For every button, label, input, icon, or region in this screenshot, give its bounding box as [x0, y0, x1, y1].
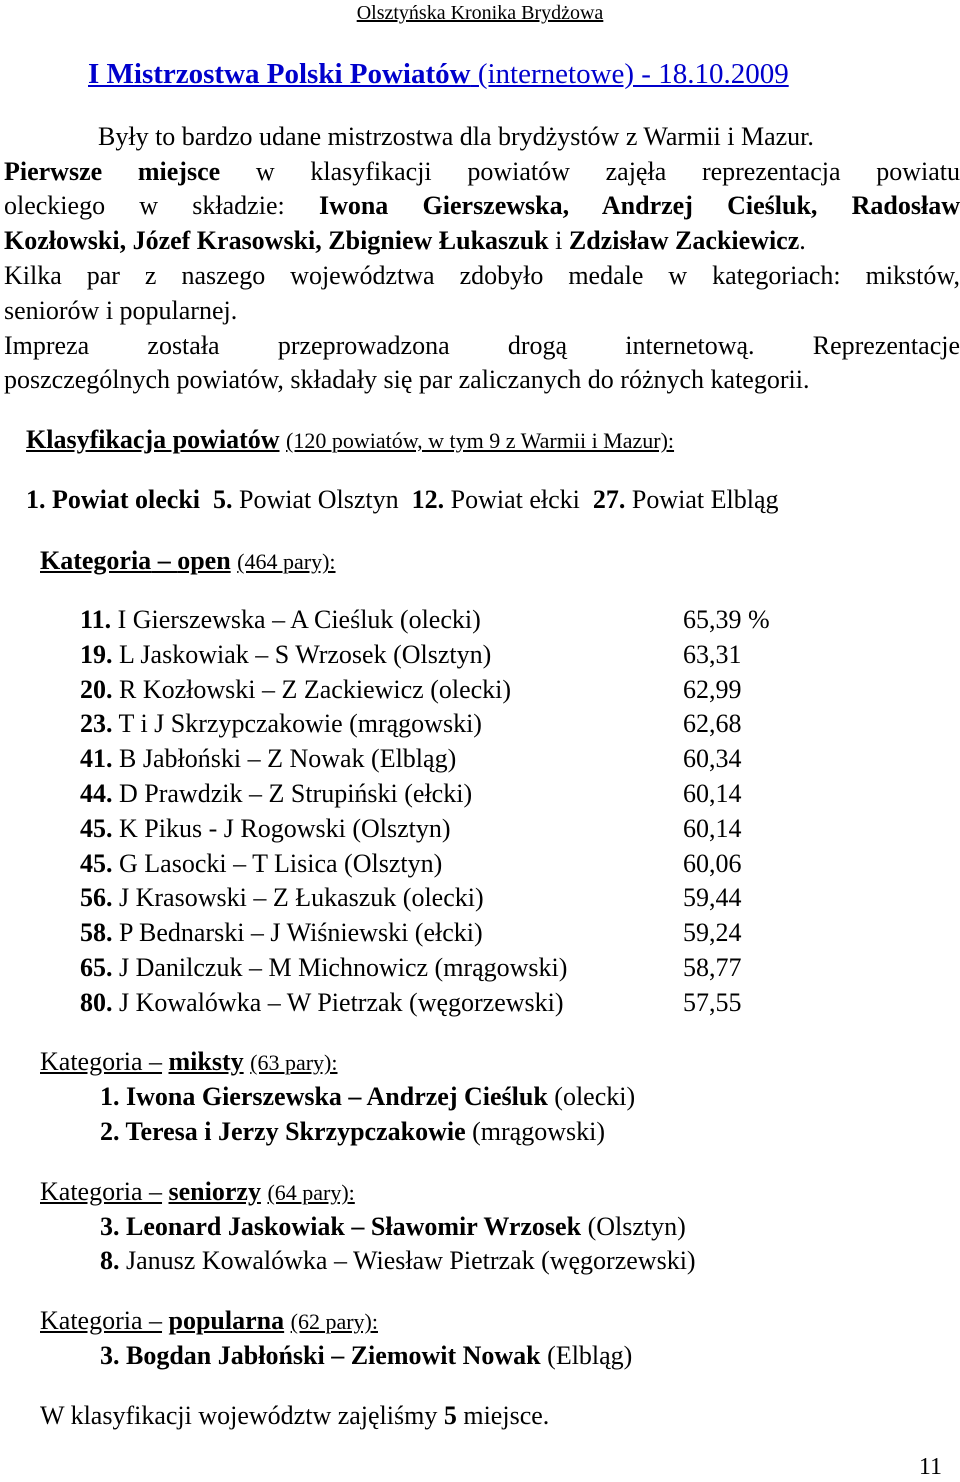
open-heading: Kategoria – open (464 pary): — [40, 546, 336, 575]
result-score: 59,44 — [683, 883, 742, 913]
miksty-heading: Kategoria – miksty (63 pary): — [40, 1047, 338, 1076]
result-rank-and-pair: 56. J Krasowski – Z Łukaszuk (olecki) — [80, 883, 484, 913]
result-score: 65,39 % — [683, 605, 770, 634]
result-rank-and-pair: 80. J Kowalówka – W Pietrzak (węgorzewski) — [80, 987, 564, 1017]
result-rank-and-pair: 20. R Kozłowski – Z Zackiewicz (olecki) — [80, 674, 512, 704]
result-score: 60,34 — [683, 744, 742, 774]
miksty-row: 2. Teresa i Jerzy Skrzypczakowie (mrągowski) — [100, 1117, 605, 1146]
result-score: 62,68 — [683, 709, 742, 739]
result-score: 60,14 — [683, 779, 742, 808]
klasyfikacja-list: 1. Powiat olecki 5. Powiat Olsztyn 12. Powiat ełcki 27. Powiat Elbląg — [26, 485, 779, 514]
article-title: I Mistrzostwa Polski Powiatów (internetowe) - 18.10.2009 — [88, 58, 789, 90]
seniorzy-row: 8. Janusz Kowalówka – Wiesław Pietrzak (węgorzewski) — [100, 1246, 696, 1275]
result-rank-and-pair: 45. G Lasocki – T Lisica (Olsztyn) — [80, 848, 443, 878]
result-score: 60,06 — [683, 848, 742, 878]
running-header: Olsztyńska Kronika Brydżowa — [356, 2, 604, 24]
miksty-row: 1. Iwona Gierszewska – Andrzej Cieśluk (olecki) — [100, 1082, 636, 1111]
klasyfikacja-heading: Klasyfikacja powiatów (120 powiatów, w tym 9 z Warmii i Mazur): — [26, 425, 675, 454]
seniorzy-heading: Kategoria – seniorzy (64 pary): — [40, 1177, 355, 1206]
result-rank-and-pair: 65. J Danilczuk – M Michnowicz (mrągowski) — [80, 953, 568, 982]
result-score: 59,24 — [683, 918, 742, 948]
seniorzy-row: 3. Leonard Jaskowiak – Sławomir Wrzosek (Olsztyn) — [100, 1212, 686, 1241]
result-rank-and-pair: 58. P Bednarski – J Wiśniewski (ełcki) — [80, 918, 483, 948]
result-rank-and-pair: 19. L Jaskowiak – S Wrzosek (Olsztyn) — [80, 639, 492, 669]
result-rank-and-pair: 23. T i J Skrzypczakowie (mrągowski) — [80, 709, 482, 739]
result-rank-and-pair: 45. K Pikus - J Rogowski (Olsztyn) — [80, 813, 451, 843]
closing-sentence: W klasyfikacji województw zajęliśmy 5 miejsce. — [40, 1401, 550, 1430]
result-score: 60,14 — [683, 813, 742, 843]
result-score: 63,31 — [683, 639, 742, 669]
result-score: 58,77 — [683, 953, 742, 982]
popularna-heading: Kategoria – popularna (62 pary): — [40, 1306, 378, 1335]
popularna-row: 3. Bogdan Jabłoński – Ziemowit Nowak (Elbląg) — [100, 1341, 633, 1370]
result-rank-and-pair: 11. I Gierszewska – A Cieśluk (olecki) — [80, 605, 481, 634]
result-score: 62,99 — [683, 674, 742, 704]
result-rank-and-pair: 44. D Prawdzik – Z Strupiński (ełcki) — [80, 779, 473, 808]
page-number: 11 — [918, 1454, 942, 1480]
result-score: 57,55 — [683, 987, 742, 1017]
result-rank-and-pair: 41. B Jabłoński – Z Nowak (Elbląg) — [80, 744, 457, 774]
